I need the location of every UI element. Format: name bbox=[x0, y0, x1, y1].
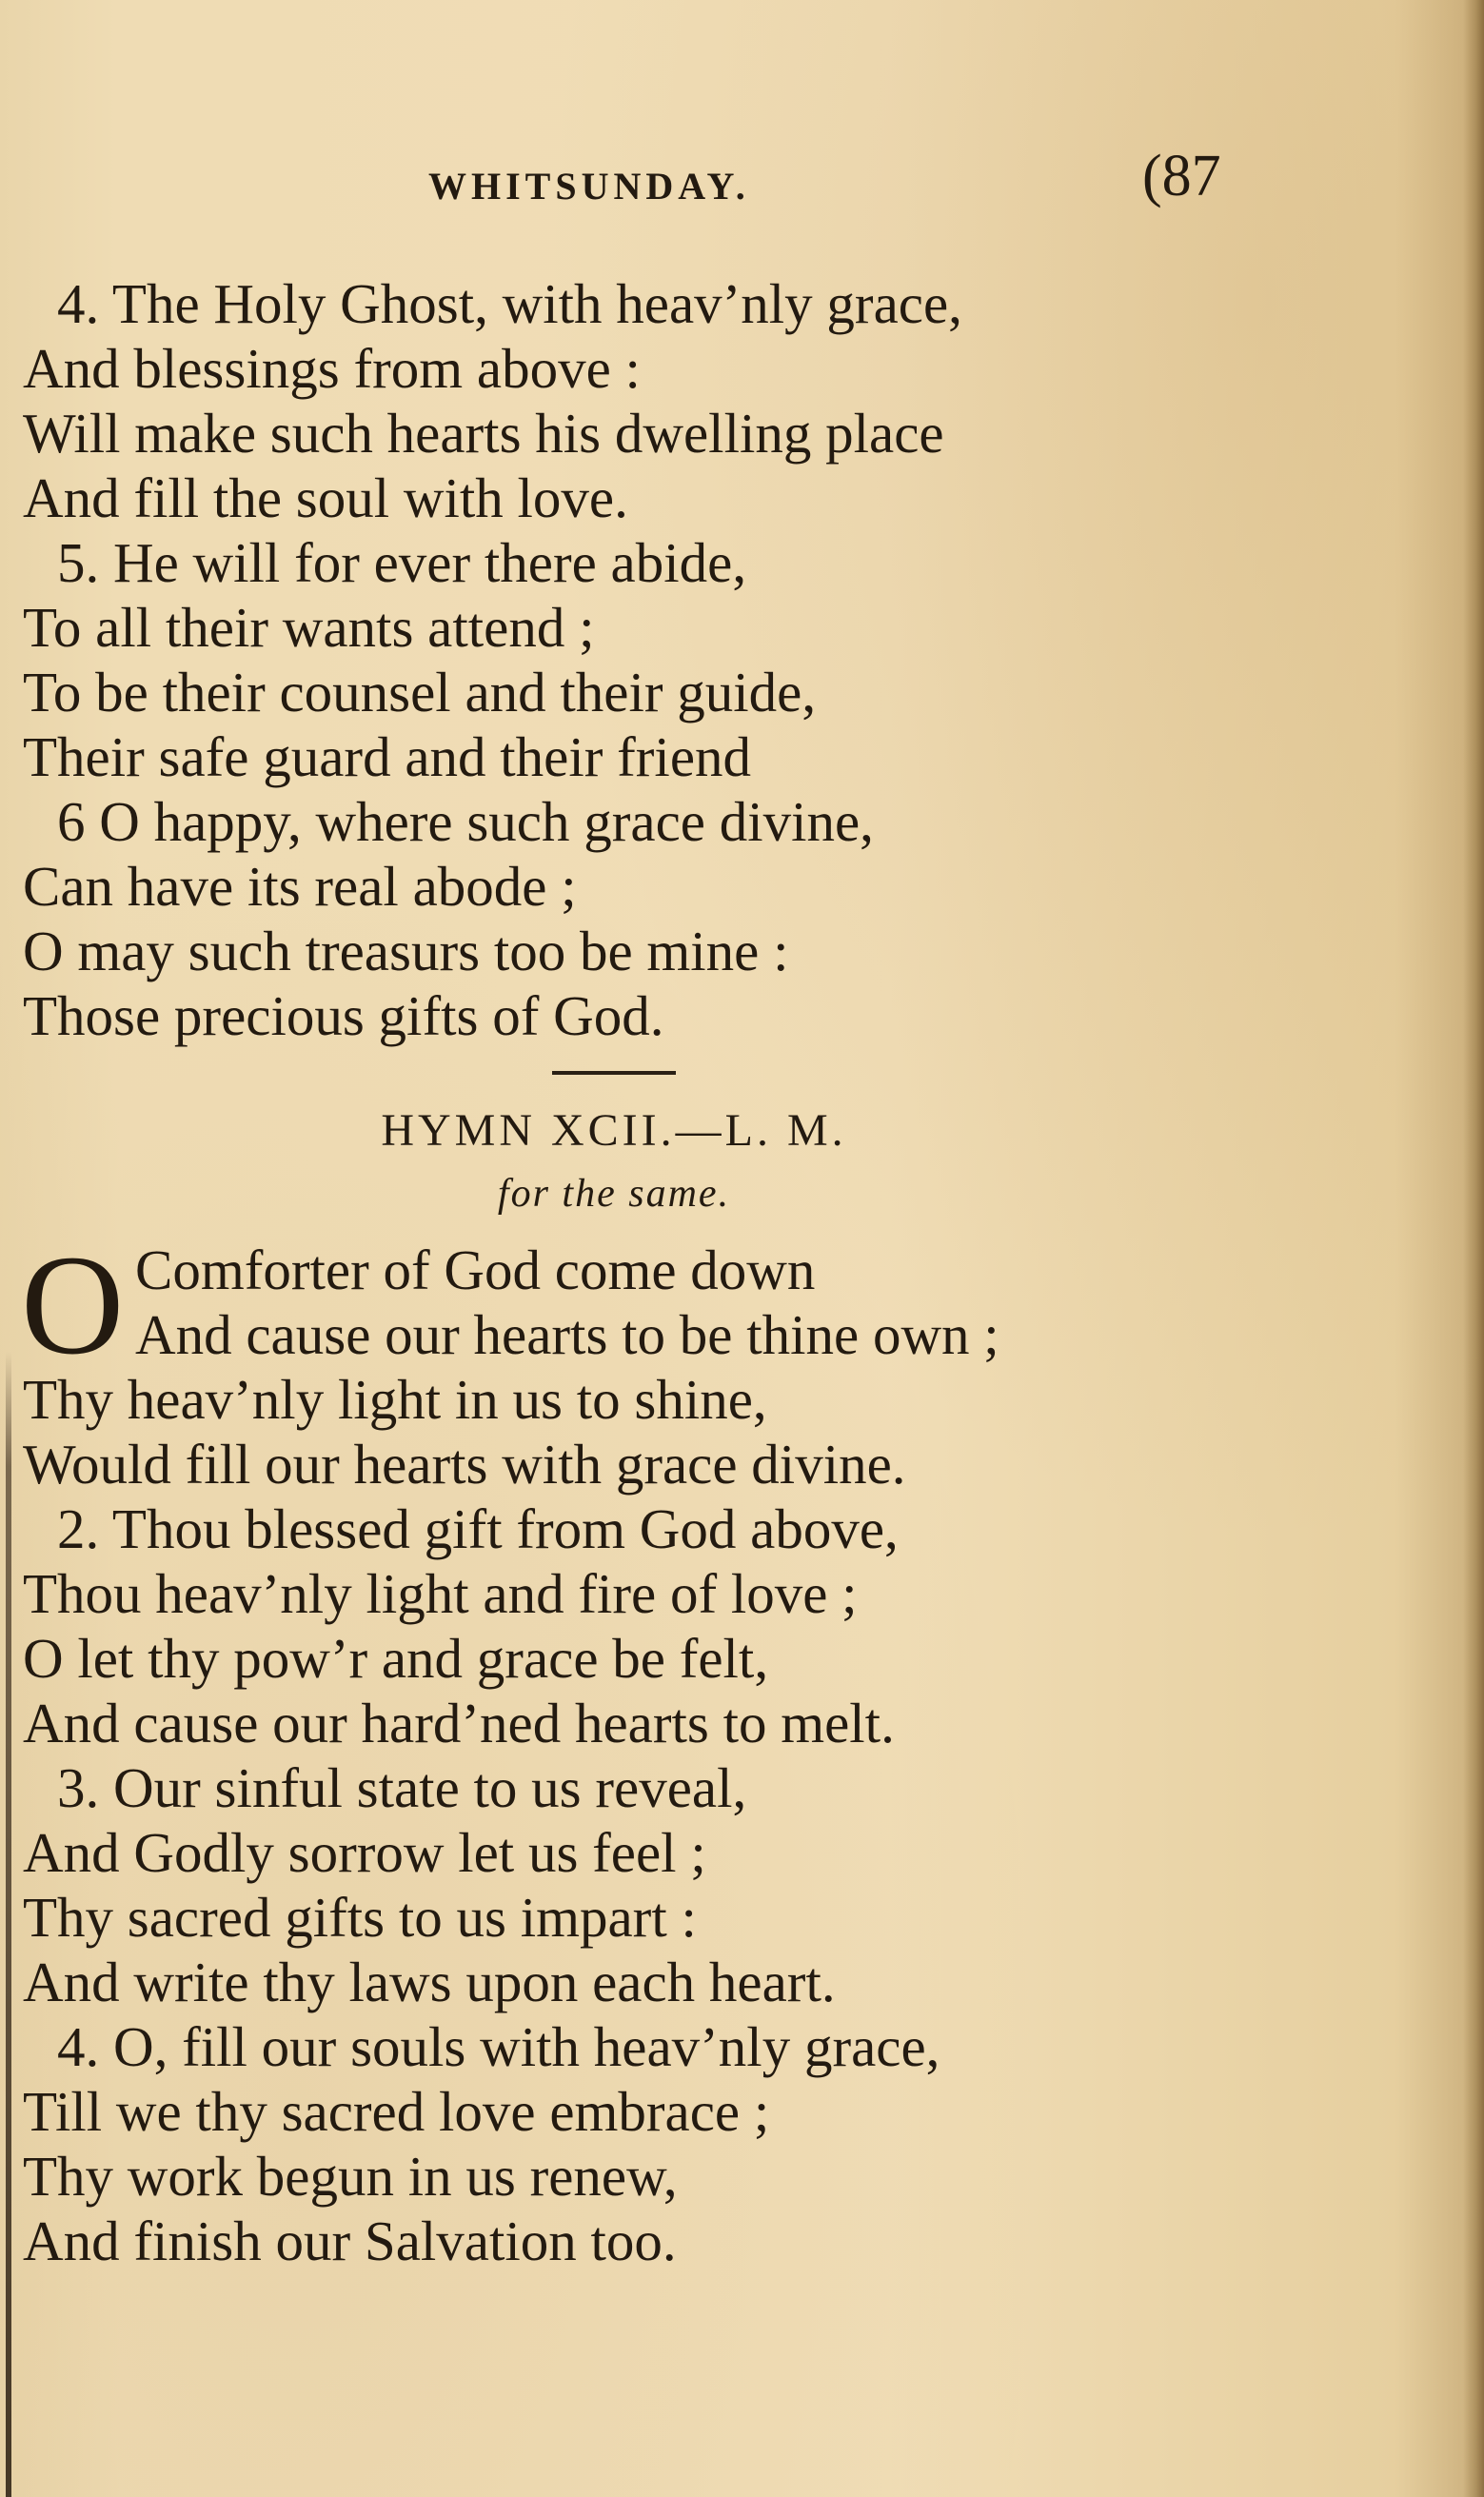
verse-line: Those precious gifts of God. bbox=[23, 984, 664, 1047]
gutter-binding-mark bbox=[6, 1352, 11, 2497]
verse-line: Comforter of God come down bbox=[135, 1239, 816, 1301]
verse-line: And write thy laws upon each heart. bbox=[23, 1951, 836, 2013]
verse-line: And Godly sorrow let us feel ; bbox=[23, 1821, 706, 1884]
verse-line: Will make such hearts his dwelling place bbox=[23, 402, 944, 465]
verse-line: Thy heav’nly light in us to shine, bbox=[23, 1368, 767, 1431]
verse-line: Their safe guard and their friend bbox=[23, 725, 752, 788]
verse-line: And cause our hearts to be thine own ; bbox=[135, 1303, 999, 1366]
verse-line: Thy sacred gifts to us impart : bbox=[23, 1886, 697, 1949]
verse-line: O may such treasurs too be mine : bbox=[23, 920, 789, 982]
hymn-verses-continued bbox=[23, 271, 962, 1048]
verse-line: 4. O, fill our souls with heav’nly grace, bbox=[57, 2015, 940, 2078]
section-divider bbox=[552, 1071, 676, 1075]
page-number: (87 bbox=[1142, 144, 1221, 208]
verse-line: And finish our Salvation too. bbox=[23, 2210, 677, 2272]
page-edge-shadow bbox=[1463, 0, 1484, 2497]
page-header bbox=[0, 143, 1484, 219]
verse-line: Thy work begun in us renew, bbox=[23, 2145, 678, 2208]
verse-line: And fill the soul with love. bbox=[23, 466, 628, 529]
verse-line: 2. Thou blessed gift from God above, bbox=[57, 1497, 899, 1560]
verse-line: And cause our hard’ned hearts to melt. bbox=[23, 1692, 895, 1754]
hymn-subtitle: for the same. bbox=[497, 1172, 731, 1216]
verse-line: And blessings from above : bbox=[23, 337, 641, 400]
verse-line: Till we thy sacred love embrace ; bbox=[23, 2080, 770, 2143]
verse-line: 5. He will for ever there abide, bbox=[57, 531, 747, 594]
verse-line: To be their counsel and their guide, bbox=[23, 661, 817, 723]
hymn-verses bbox=[23, 1367, 940, 2273]
verse-line: Would fill our hearts with grace divine. bbox=[23, 1433, 906, 1496]
verse-line: 3. Our sinful state to us reveal, bbox=[57, 1756, 747, 1819]
verse-line: 4. The Holy Ghost, with heav’nly grace, bbox=[57, 272, 962, 335]
running-head: WHITSUNDAY. bbox=[428, 165, 750, 208]
verse-line: Can have its real abode ; bbox=[23, 855, 577, 918]
verse-line: To all their wants attend ; bbox=[23, 596, 595, 659]
verse-line: Thou heav’nly light and fire of love ; bbox=[23, 1562, 858, 1625]
hymn-opening-lines bbox=[135, 1238, 999, 1367]
drop-capital: O bbox=[21, 1226, 125, 1384]
verse-line: O let thy pow’r and grace be felt, bbox=[23, 1627, 769, 1690]
verse-line: 6 O happy, where such grace divine, bbox=[57, 790, 874, 853]
hymn-title: HYMN XCII.—L. M. bbox=[381, 1105, 847, 1156]
